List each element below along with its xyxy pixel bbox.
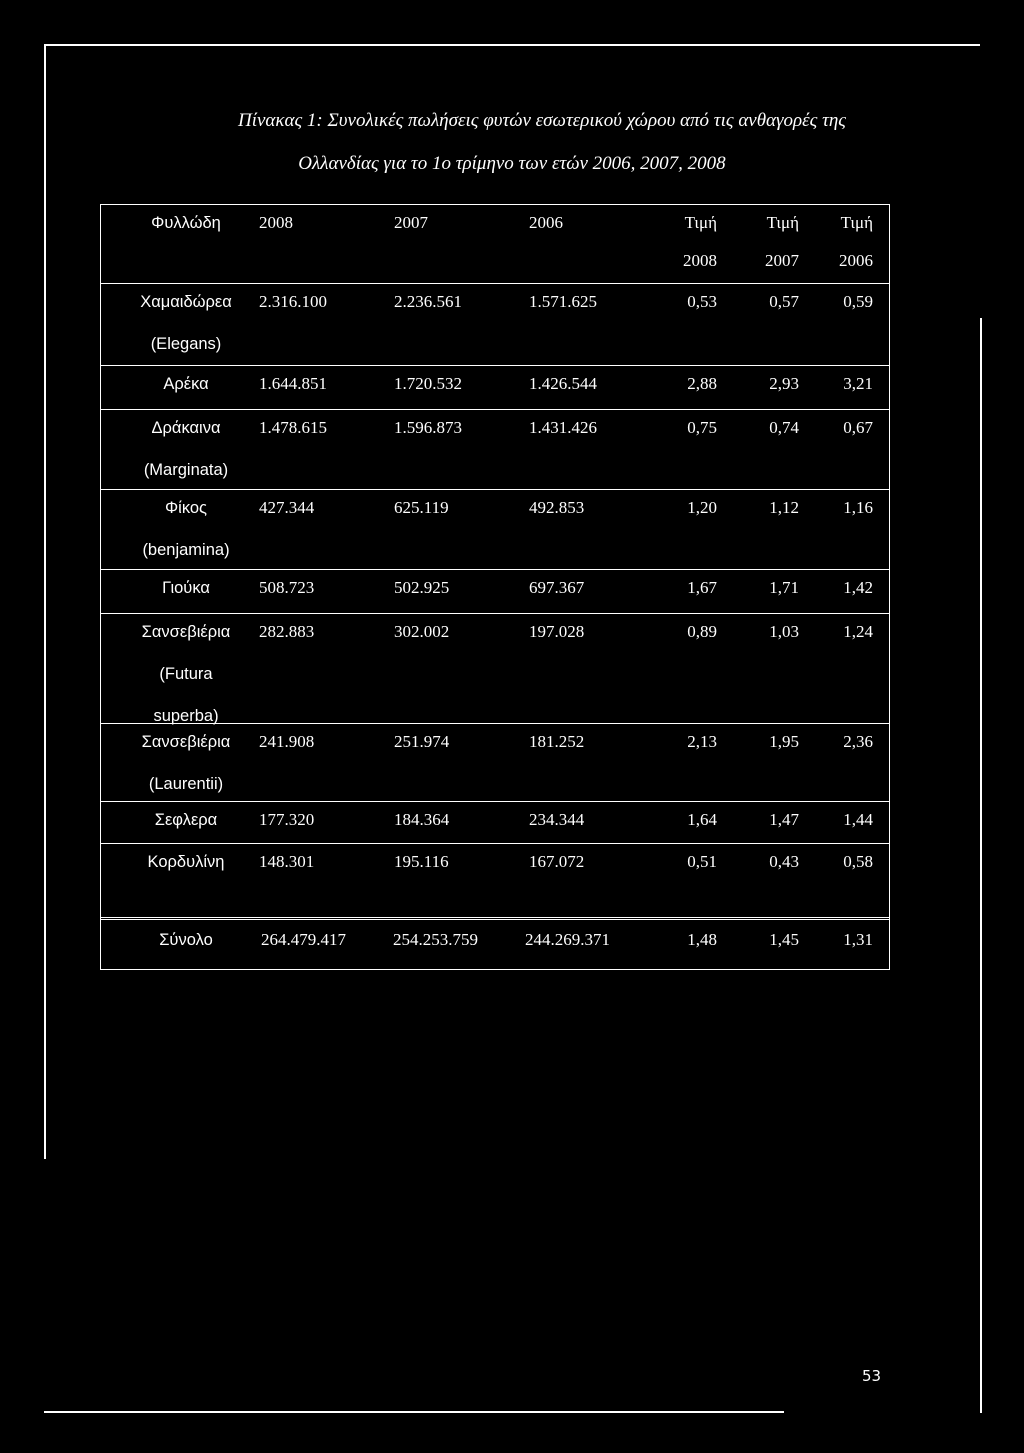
frame-bottom-line [44,1411,784,1413]
value-2008: 427.344 [259,498,315,517]
price-2007: 1,03 [769,622,799,641]
header-price-2008: 2008 [683,251,717,270]
plant-name: Σεφλερα [154,811,218,829]
price-2006: 1,24 [843,622,873,641]
plant-name-line: Δράκαινα [151,419,221,437]
plant-name [121,292,251,376]
header-price-label: Τιμή [840,213,873,232]
header-price-label: Τιμή [684,213,717,232]
value-2008: 1.644.851 [259,374,327,393]
price-2006: 3,21 [843,374,873,393]
price-2008: 0,53 [687,292,717,311]
price-2006: 0,67 [843,418,873,437]
table-caption-line-1: Πίνακας 1: Συνολικές πωλήσεις φυτών εσωτερικού χώρου από τις ανθαγορές της [237,110,847,131]
value-2006: 234.344 [529,810,585,829]
price-2007: 0,74 [769,418,799,437]
value-2007: 502.925 [394,578,450,597]
plant-name: Γιούκα [162,579,210,597]
table-row [101,283,889,366]
plant-name-line: Σανσεβιέρια [141,623,231,641]
table-row [101,613,889,724]
frame-left-line [44,44,46,1159]
price-2008: 0,51 [687,852,717,871]
table-row [101,843,889,918]
plant-name-line: Σανσεβιέρια [141,733,231,751]
table-row [101,801,889,844]
table-row [101,569,889,614]
price-2008: 0,75 [687,418,717,437]
price-2008: 0,89 [687,622,717,641]
value-2008: 282.883 [259,622,315,641]
price-2007: 0,43 [769,852,799,871]
value-2006: 181.252 [529,732,585,751]
plant-name: Κορδυλίνη [147,853,225,871]
value-2008: 1.478.615 [259,418,327,437]
table-header-row [101,205,889,283]
header-price-2006: 2006 [839,251,873,270]
sales-table [100,204,890,970]
header-name: Φυλλώδη [151,214,221,232]
table-row [101,365,889,410]
table-row [101,409,889,490]
value-2007: 302.002 [394,622,450,641]
price-2008: 1,64 [687,810,717,829]
value-2008: 148.301 [259,852,315,871]
price-2007: 1,71 [769,578,799,597]
price-2006: 0,59 [843,292,873,311]
value-2008: 241.908 [259,732,315,751]
table-row [101,723,889,802]
price-2007: 1,47 [769,810,799,829]
plant-name-line: Φίκος [164,499,207,517]
total-2007: 254.253.759 [393,930,478,949]
price-2007: 2,93 [769,374,799,393]
value-2008: 508.723 [259,578,315,597]
price-2007: 1,95 [769,732,799,751]
price-2008: 2,88 [687,374,717,393]
plant-name-line: (benjamina) [142,541,230,559]
total-2006: 244.269.371 [525,930,610,949]
price-2008: 1,67 [687,578,717,597]
value-2007: 1.596.873 [394,418,462,437]
frame-top-line [44,44,980,46]
value-2006: 1.426.544 [529,374,597,393]
plant-name-line: (Laurentii) [148,775,224,793]
price-2006: 1,42 [843,578,873,597]
value-2006: 167.072 [529,852,585,871]
plant-name-line: (Marginata) [143,461,229,479]
plant-name: Αρέκα [163,375,209,393]
value-2007: 184.364 [394,810,450,829]
total-label: Σύνολο [159,931,213,949]
value-2007: 625.119 [394,498,449,517]
total-price-2006: 1,31 [843,930,873,949]
header-price-label: Τιμή [766,213,799,232]
value-2007: 195.116 [394,852,449,871]
price-2006: 0,58 [843,852,873,871]
header-2007: 2007 [394,213,428,232]
price-2008: 1,20 [687,498,717,517]
total-price-2007: 1,45 [769,930,799,949]
total-price-2008: 1,48 [687,930,717,949]
plant-name-line: Χαμαιδώρεα [140,293,232,311]
header-2006: 2006 [529,213,563,232]
plant-name-line: superba) [153,707,219,725]
value-2006: 1.571.625 [529,292,597,311]
header-price-2007: 2007 [765,251,799,270]
value-2008: 177.320 [259,810,315,829]
value-2006: 197.028 [529,622,585,641]
price-2006: 2,36 [843,732,873,751]
value-2008: 2.316.100 [259,292,327,311]
plant-name-line: (Futura [159,665,213,683]
total-2008: 264.479.417 [261,930,346,949]
table-row [101,489,889,570]
value-2007: 251.974 [394,732,450,751]
value-2006: 697.367 [529,578,585,597]
price-2008: 2,13 [687,732,717,751]
value-2007: 1.720.532 [394,374,462,393]
value-2006: 1.431.426 [529,418,597,437]
value-2007: 2.236.561 [394,292,462,311]
table-total-row [101,917,889,972]
price-2006: 1,16 [843,498,873,517]
frame-right-line [980,318,982,1413]
price-2006: 1,44 [843,810,873,829]
table-caption-line-2: Ολλανδίας για το 1ο τρίμηνο των ετών 2006, 2007, 2008 [298,153,726,174]
value-2006: 492.853 [529,498,585,517]
plant-name-line: (Elegans) [150,335,222,353]
price-2007: 0,57 [769,292,799,311]
header-2008: 2008 [259,213,293,232]
price-2007: 1,12 [769,498,799,517]
page-number: 53 [862,1367,882,1385]
